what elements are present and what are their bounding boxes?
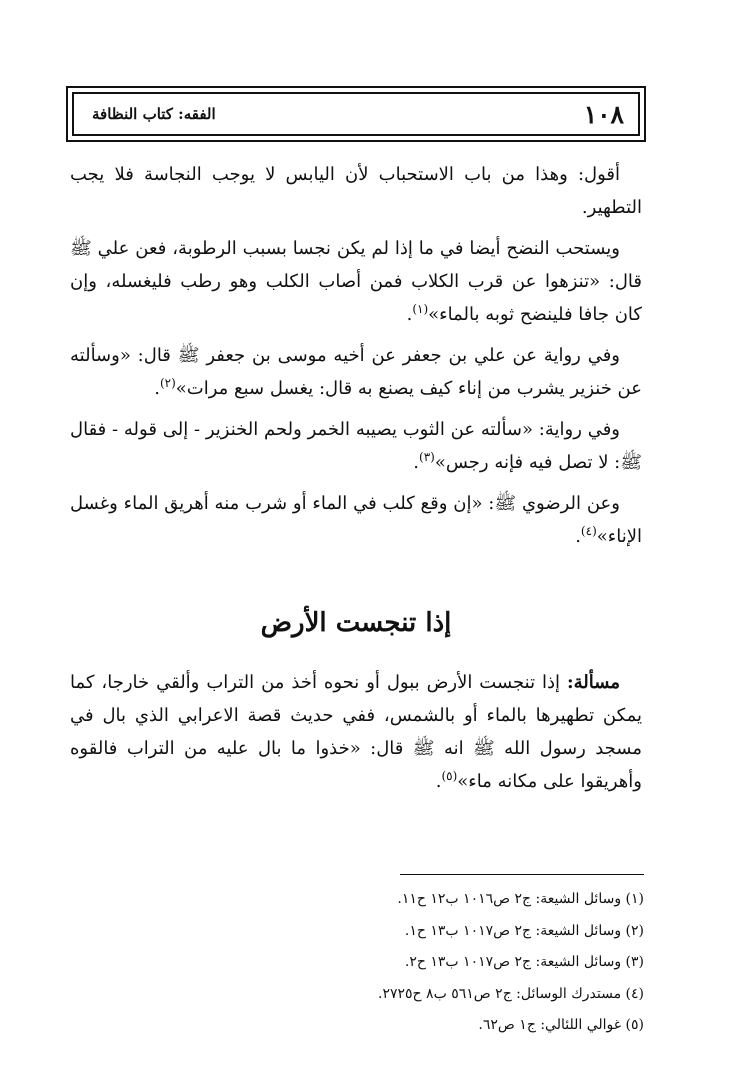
page-number: ١٠٨ — [583, 99, 624, 129]
issue-label: مسألة: — [567, 672, 620, 693]
paragraph-text: إذا تنجست الأرض ببول أو نحوه أخذ من التراب وألقي خارجا، كما يمكن تطهيرها بالماء أو بالشمس، ففي حديث قصة الاعرابي الذي بال في مسجد رسول الله ﷺ انه ﷺ قال: «خذوا ما بال عليه من التراب فالقوه وأهريقوا على مكانه ماء» — [70, 672, 642, 792]
paragraph: مسألة: إذا تنجست الأرض ببول أو نحوه أخذ من التراب وألقي خارجا، كما يمكن تطهيرها بالماء أو بالشمس، ففي حديث قصة الاعرابي الذي بال في مسجد رسول الله ﷺ انه ﷺ قال: «خذوا ما بال عليه من التراب فالقوه وأهريقوا على مكانه ماء»$^{(٥)}$. — [70, 672, 642, 792]
footnotes — [300, 884, 644, 1042]
section-heading: إذا تنجست الأرض — [260, 608, 452, 638]
footnote-divider — [400, 874, 644, 875]
footnote-ref: (٤) — [580, 524, 597, 538]
page-header — [66, 86, 646, 142]
footnote-ref: (٥) — [441, 769, 458, 783]
footnote-ref: (٣) — [419, 450, 435, 464]
main-text — [70, 158, 642, 561]
paragraph-text: وفي رواية: «سألته عن الثوب يصيبه الخمر ولحم الخنزير - إلى قوله - فقال ﷺ: لا تصل فيه فإنه رجس» — [70, 419, 642, 473]
footnote: (٢) وسائل الشيعة: ج٢ ص١٠١٧ ب١٣ ح١. — [404, 922, 644, 939]
paragraph: ويستحب النضح أيضا في ما إذا لم يكن نجسا بسبب الرطوبة، فعن علي ﷺ قال: «تنزهوا عن قرب الكلاب فمن أصاب الكلب وهو رطب فليغسله، وإن كان جافا فلينضح ثوبه بالماء»$^{(١)}$. — [70, 238, 642, 325]
page-header-inner — [72, 92, 640, 136]
section-text — [70, 666, 642, 806]
paragraph-text: ويستحب النضح أيضا في ما إذا لم يكن نجسا بسبب الرطوبة، فعن علي ﷺ قال: «تنزهوا عن قرب الكلاب فمن أصاب الكلب وهو رطب فليغسله، وإن كان جافا فلينضح ثوبه بالماء» — [70, 238, 642, 325]
paragraph: وفي رواية: «سألته عن الثوب يصيبه الخمر ولحم الخنزير - إلى قوله - فقال ﷺ: لا تصل فيه فإنه رجس»$^{(٣)}$. — [70, 419, 642, 473]
footnote: (٣) وسائل الشيعة: ج٢ ص١٠١٧ ب١٣ ح٢. — [404, 954, 644, 970]
paragraph-text: أقول: وهذا من باب الاستحباب لأن اليابس لا يوجب النجاسة فلا يجب التطهير. — [70, 164, 642, 218]
footnote: (١) وسائل الشيعة: ج٢ ص١٠١٦ ب١٢ ح١١. — [397, 891, 644, 907]
footnote-ref: (٢) — [159, 376, 176, 390]
running-title: الفقه: كتاب النظافة — [92, 105, 216, 123]
footnote-ref: (١) — [412, 302, 429, 316]
paragraph-text: وفي رواية عن علي بن جعفر عن أخيه موسى بن جعفر ﷺ قال: «وسألته عن خنزير يشرب من إناء كيف يصنع به قال: يغسل سبع مرات» — [70, 345, 642, 399]
paragraph — [70, 158, 642, 224]
footnote: (٥) غوالي اللئالي: ج١ ص٦٢. — [478, 1017, 644, 1033]
footnote: (٤) مستدرك الوسائل: ج٢ ص٥٦١ ب٨ ح٢٧٢٥. — [378, 985, 644, 1002]
paragraph: وعن الرضوي ﷺ: «إن وقع كلب في الماء أو شرب منه أهريق الماء وغسل الإناء»$^{(٤)}$. — [70, 493, 642, 547]
paragraph: وفي رواية عن علي بن جعفر عن أخيه موسى بن جعفر ﷺ قال: «وسألته عن خنزير يشرب من إناء كيف يصنع به قال: يغسل سبع مرات»$^{(٢)}$. — [70, 345, 642, 399]
paragraph-text: وعن الرضوي ﷺ: «إن وقع كلب في الماء أو شرب منه أهريق الماء وغسل الإناء» — [70, 493, 642, 547]
